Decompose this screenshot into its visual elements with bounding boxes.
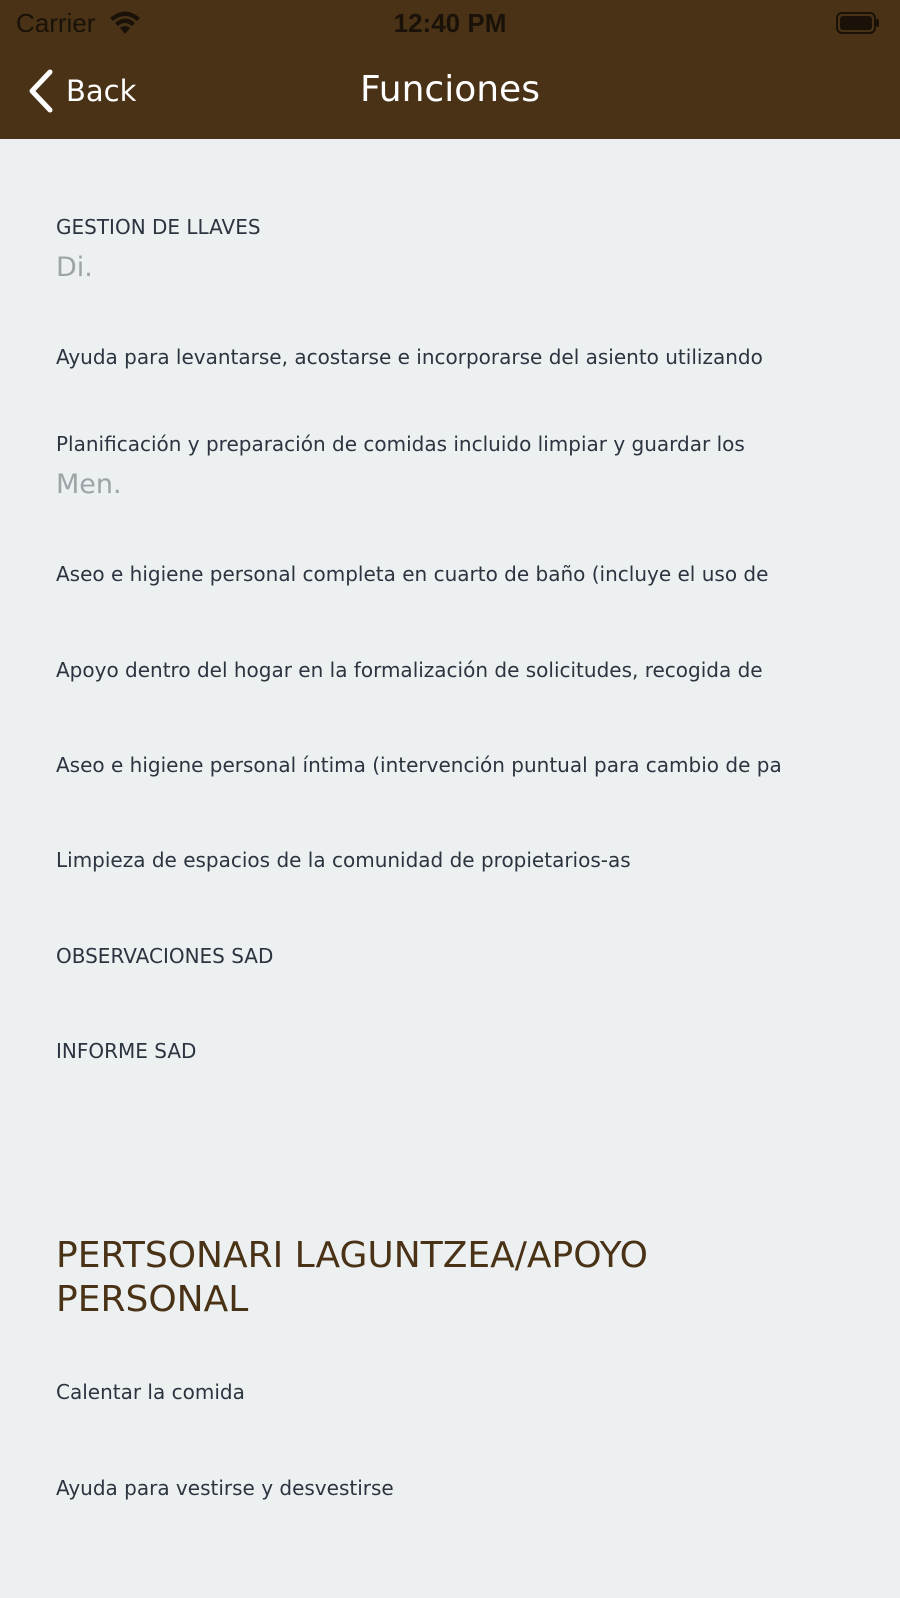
row-value: Di.	[56, 252, 93, 283]
status-bar	[0, 0, 900, 46]
carrier-label: Carrier	[16, 8, 96, 38]
list-item[interactable]	[56, 344, 856, 370]
list-item[interactable]	[56, 1475, 856, 1501]
row-label: Ayuda para vestirse y desvestirse	[56, 1476, 394, 1500]
list-item[interactable]	[56, 752, 856, 778]
row-label: Apoyo dentro del hogar en la formalización de solicitudes, recogida de	[56, 658, 763, 682]
status-time: 12:40 PM	[393, 8, 507, 38]
row-value: Men.	[56, 469, 122, 500]
list-item[interactable]	[56, 1379, 856, 1405]
list-item[interactable]	[56, 943, 856, 969]
row-label: Calentar la comida	[56, 1380, 245, 1404]
navigation-bar	[0, 46, 900, 139]
page-title: Funciones	[360, 69, 540, 110]
row-label: Planificación y preparación de comidas incluido limpiar y guardar los	[56, 432, 745, 456]
row-label: INFORME SAD	[56, 1039, 197, 1063]
row-label: GESTION DE LLAVES	[56, 215, 261, 239]
list-item[interactable]	[56, 1038, 856, 1064]
header	[0, 0, 900, 139]
battery-icon	[836, 12, 880, 34]
row-label: Limpieza de espacios de la comunidad de propietarios-as	[56, 848, 631, 872]
list-item[interactable]	[56, 561, 856, 587]
section-title: PERTSONARI LAGUNTZEA/APOYO PERSONAL	[56, 1235, 648, 1320]
row-label: OBSERVACIONES SAD	[56, 944, 274, 968]
row-label: Aseo e higiene personal completa en cuarto de baño (incluye el uso de	[56, 562, 769, 586]
list-item[interactable]	[56, 657, 856, 683]
list-item[interactable]	[56, 847, 856, 873]
list-item[interactable]	[56, 431, 856, 501]
row-label: Aseo e higiene personal íntima (intervención puntual para cambio de pa	[56, 753, 782, 777]
row-label: Ayuda para levantarse, acostarse e incorporarse del asiento utilizando	[56, 345, 763, 369]
back-label: Back	[66, 74, 137, 108]
list-item[interactable]	[56, 214, 856, 284]
